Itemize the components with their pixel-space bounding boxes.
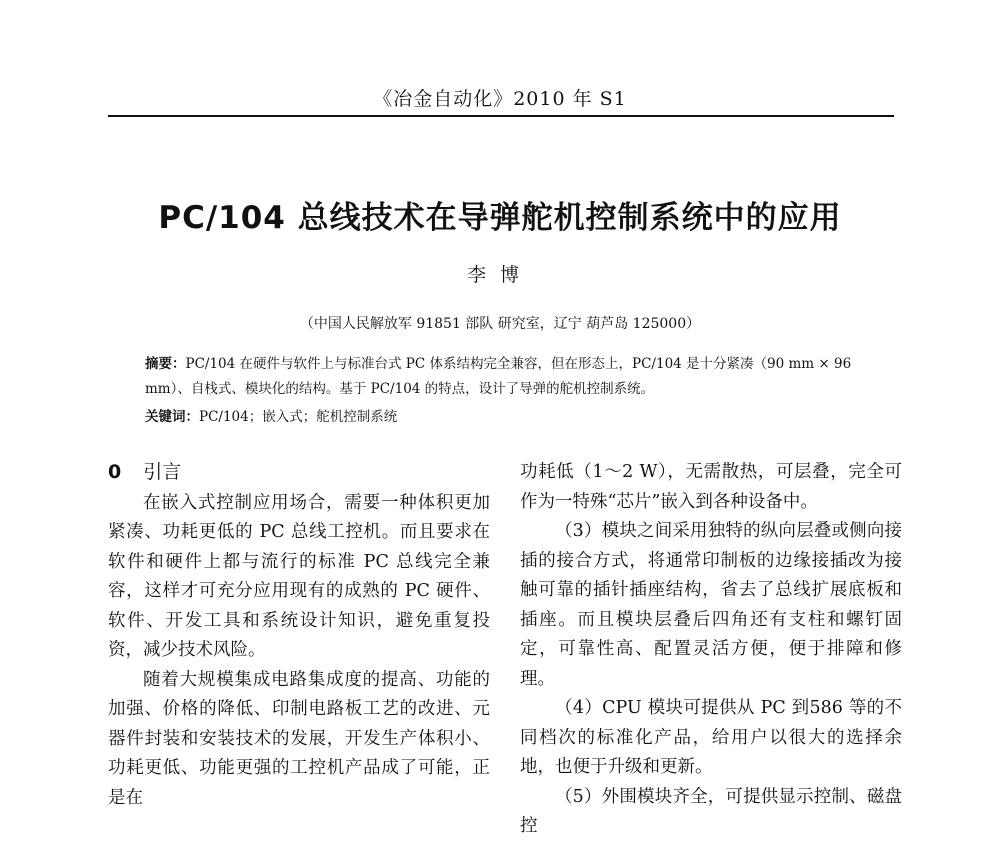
body-paragraph: （3）模块之间采用独特的纵向层叠或侧向接插的接合方式，将通常印制板的边缘接插改为接触可靠的插针插座结构，省去了总线扩展底板和插座。而且模块层叠后四角还有支柱和螺钉固定，可靠性高、配置灵活方便，便于排障和修理。 <box>520 521 902 689</box>
keywords-block <box>145 405 861 425</box>
body-paragraph: 在嵌入式控制应用场合，需要一种体积更加紧凑、功耗更低的 PC 总线工控机。而且要求在软件和硬件上都与流行的标准 PC 总线完全兼容，这样才可充分应用现有的成熟的 PC 硬件、软件、开发工具和系统设计知识，避免重复投资，减少技术风险。 <box>108 492 490 660</box>
author-name: 李博 <box>466 264 533 286</box>
section-number: 0 <box>108 461 122 483</box>
header-rule <box>108 115 894 117</box>
paper-title: PC/104 总线技术在导弹舵机控制系统中的应用 <box>158 200 842 236</box>
abstract-text: PC/104 在硬件与软件上与标准台式 PC 体系结构完全兼容，但在形态上，PC/104 是十分紧凑（90 mm × 96 mm）、自栈式、模块化的结构。基于 PC/104 的特点，设计了导弹的舵机控制系统。 <box>145 356 852 397</box>
abstract-block <box>145 352 861 402</box>
section-title: 引言 <box>143 461 182 483</box>
body-paragraph-continued: 功耗低（1～2 W），无需散热，可层叠，完全可作为一特殊“芯片”嵌入到各种设备中。 <box>520 462 902 512</box>
body-paragraph: （5）外围模块齐全，可提供显示控制、磁盘控 <box>520 786 902 836</box>
body-paragraph: 随着大规模集成电路集成度的提高、功能的加强、价格的降低、印制电路板工艺的改进、元器件封装和安装技术的发展，开发生产体积小、功耗更低、功能更强的工控机产品成了可能，正是在 <box>108 669 490 808</box>
abstract-label: 摘要： <box>145 356 186 372</box>
body-paragraph: （4）CPU 模块可提供从 PC 到586 等的不同档次的标准化产品，给用户以很大的选择余地，也便于升级和更新。 <box>520 698 902 777</box>
affiliation: （中国人民解放军 91851 部队 研究室，辽宁 葫芦岛 125000） <box>299 316 701 332</box>
section-heading <box>108 458 490 488</box>
right-column <box>520 458 902 842</box>
keywords-text: PC/104；嵌入式；舵机控制系统 <box>199 409 398 425</box>
keywords-label: 关键词： <box>145 409 199 425</box>
journal-header: 《冶金自动化》2010 年 S1 <box>373 88 627 110</box>
